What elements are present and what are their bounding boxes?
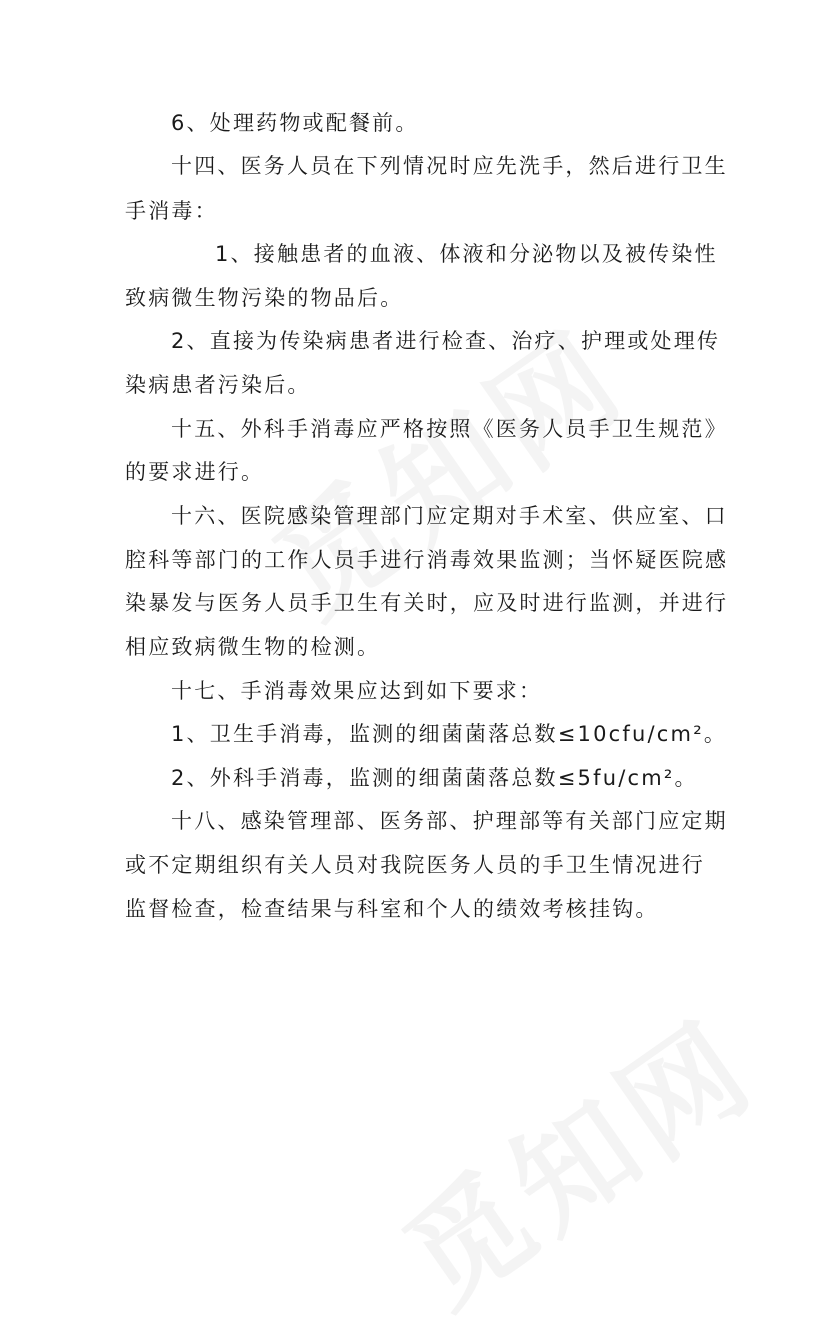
text-line: 十四、医务人员在下列情况时应先洗手，然后进行卫生: [171, 154, 728, 178]
watermark-lower: [366, 974, 784, 1338]
text-line: 或不定期组织有关人员对我院医务人员的手卫生情况进行: [125, 853, 705, 877]
text-line: 6、处理药物或配餐前。: [171, 111, 419, 135]
text-line: 染暴发与医务人员手卫生有关时，应及时进行监测，并进行: [125, 591, 729, 615]
text-line: 十六、医院感染管理部门应定期对手术室、供应室、口: [171, 504, 728, 528]
text-line: 1、卫生手消毒，监测的细菌菌落总数≤10cfu/cm²。: [171, 722, 728, 746]
text-line: 腔科等部门的工作人员手进行消毒效果监测；当怀疑医院感: [125, 548, 729, 572]
text-line: 十五、外科手消毒应严格按照《医务人员手卫生规范》: [171, 417, 728, 441]
text-line: 2、直接为传染病患者进行检查、治疗、护理或处理传: [171, 329, 721, 353]
text-line: 十八、感染管理部、医务部、护理部等有关部门应定期: [171, 809, 728, 833]
text-line: 监督检查，检查结果与科室和个人的绩效考核挂钩。: [125, 897, 659, 921]
text-line: 相应致病微生物的检测。: [125, 635, 381, 659]
text-line: 2、外科手消毒，监测的细菌菌落总数≤5fu/cm²。: [171, 766, 698, 790]
text-line: 的要求进行。: [125, 460, 265, 484]
text-line: 致病微生物污染的物品后。: [125, 286, 404, 310]
text-line: 十七、手消毒效果应达到如下要求：: [171, 679, 543, 703]
text-line: 手消毒：: [125, 199, 218, 223]
text-line: 染病患者污染后。: [125, 373, 311, 397]
text-line: 1、接触患者的血液、体液和分泌物以及被传染性: [215, 242, 718, 266]
